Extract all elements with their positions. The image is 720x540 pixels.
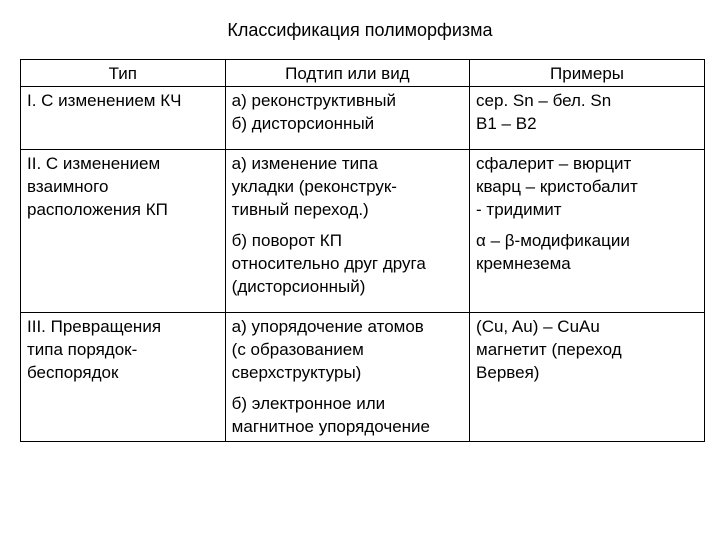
example-line: сер. Sn – бел. Sn (476, 91, 612, 110)
example-line: α – β-модификации (476, 231, 630, 250)
subtype-line: б) поворот КП (231, 231, 342, 250)
type-line: II. С изменением (27, 154, 161, 173)
type-line: I. С изменением КЧ (27, 91, 182, 110)
subtype-cell (225, 150, 469, 313)
table-row (21, 313, 705, 442)
subtype-line: а) упорядочение атомов (231, 317, 424, 336)
type-cell (21, 150, 226, 313)
example-block (476, 229, 698, 275)
subtype-block (232, 315, 463, 384)
subtype-line: относительно друг друга (231, 254, 426, 273)
subtype-cell (225, 87, 469, 150)
example-line: магнетит (переход (476, 340, 622, 359)
example-line: Вервея) (476, 363, 540, 382)
type-line: взаимного (27, 177, 109, 196)
example-line: B1 – B2 (476, 114, 537, 133)
subtype-line: тивный переход.) (231, 200, 369, 219)
example-line: (Cu, Au) – CuAu (476, 317, 600, 336)
subtype-block (232, 392, 463, 438)
type-cell (21, 87, 226, 150)
subtype-line: укладки (реконструк- (231, 177, 397, 196)
subtype-line: б) дисторсионный (231, 114, 375, 133)
subtype-block (232, 229, 463, 298)
subtype-block (232, 89, 463, 135)
type-line: типа порядок- (27, 340, 138, 359)
example-line: кремнезема (476, 254, 571, 273)
table-title: Классификация полиморфизма (227, 20, 493, 40)
examples-cell (470, 87, 705, 150)
example-line: сфалерит – вюрцит (476, 154, 632, 173)
subtype-line: (дисторсионный) (231, 277, 366, 296)
example-block (476, 315, 698, 384)
subtype-line: магнитное упорядочение (231, 417, 430, 436)
header-subtype: Подтип или вид (225, 60, 469, 87)
header-row (21, 60, 705, 87)
example-line: кварц – кристобалит (476, 177, 638, 196)
subtype-block (232, 152, 463, 221)
subtype-line: (с образованием (231, 340, 364, 359)
subtype-line: а) реконструктивный (231, 91, 396, 110)
table-row (21, 87, 705, 150)
subtype-line: сверхструктуры) (231, 363, 362, 382)
examples-cell (470, 313, 705, 442)
header-type: Тип (21, 60, 226, 87)
polymorphism-table (20, 59, 705, 442)
example-block (476, 152, 698, 221)
subtype-line: б) электронное или (231, 394, 386, 413)
example-line: - тридимит (476, 200, 562, 219)
type-cell (21, 313, 226, 442)
subtype-cell (225, 313, 469, 442)
subtype-line: а) изменение типа (231, 154, 378, 173)
examples-cell (470, 150, 705, 313)
table-row (21, 150, 705, 313)
type-line: беспорядок (27, 363, 119, 382)
type-line: расположения КП (27, 200, 168, 219)
type-line: III. Превращения (27, 317, 162, 336)
example-block (476, 89, 698, 135)
header-examples: Примеры (470, 60, 705, 87)
